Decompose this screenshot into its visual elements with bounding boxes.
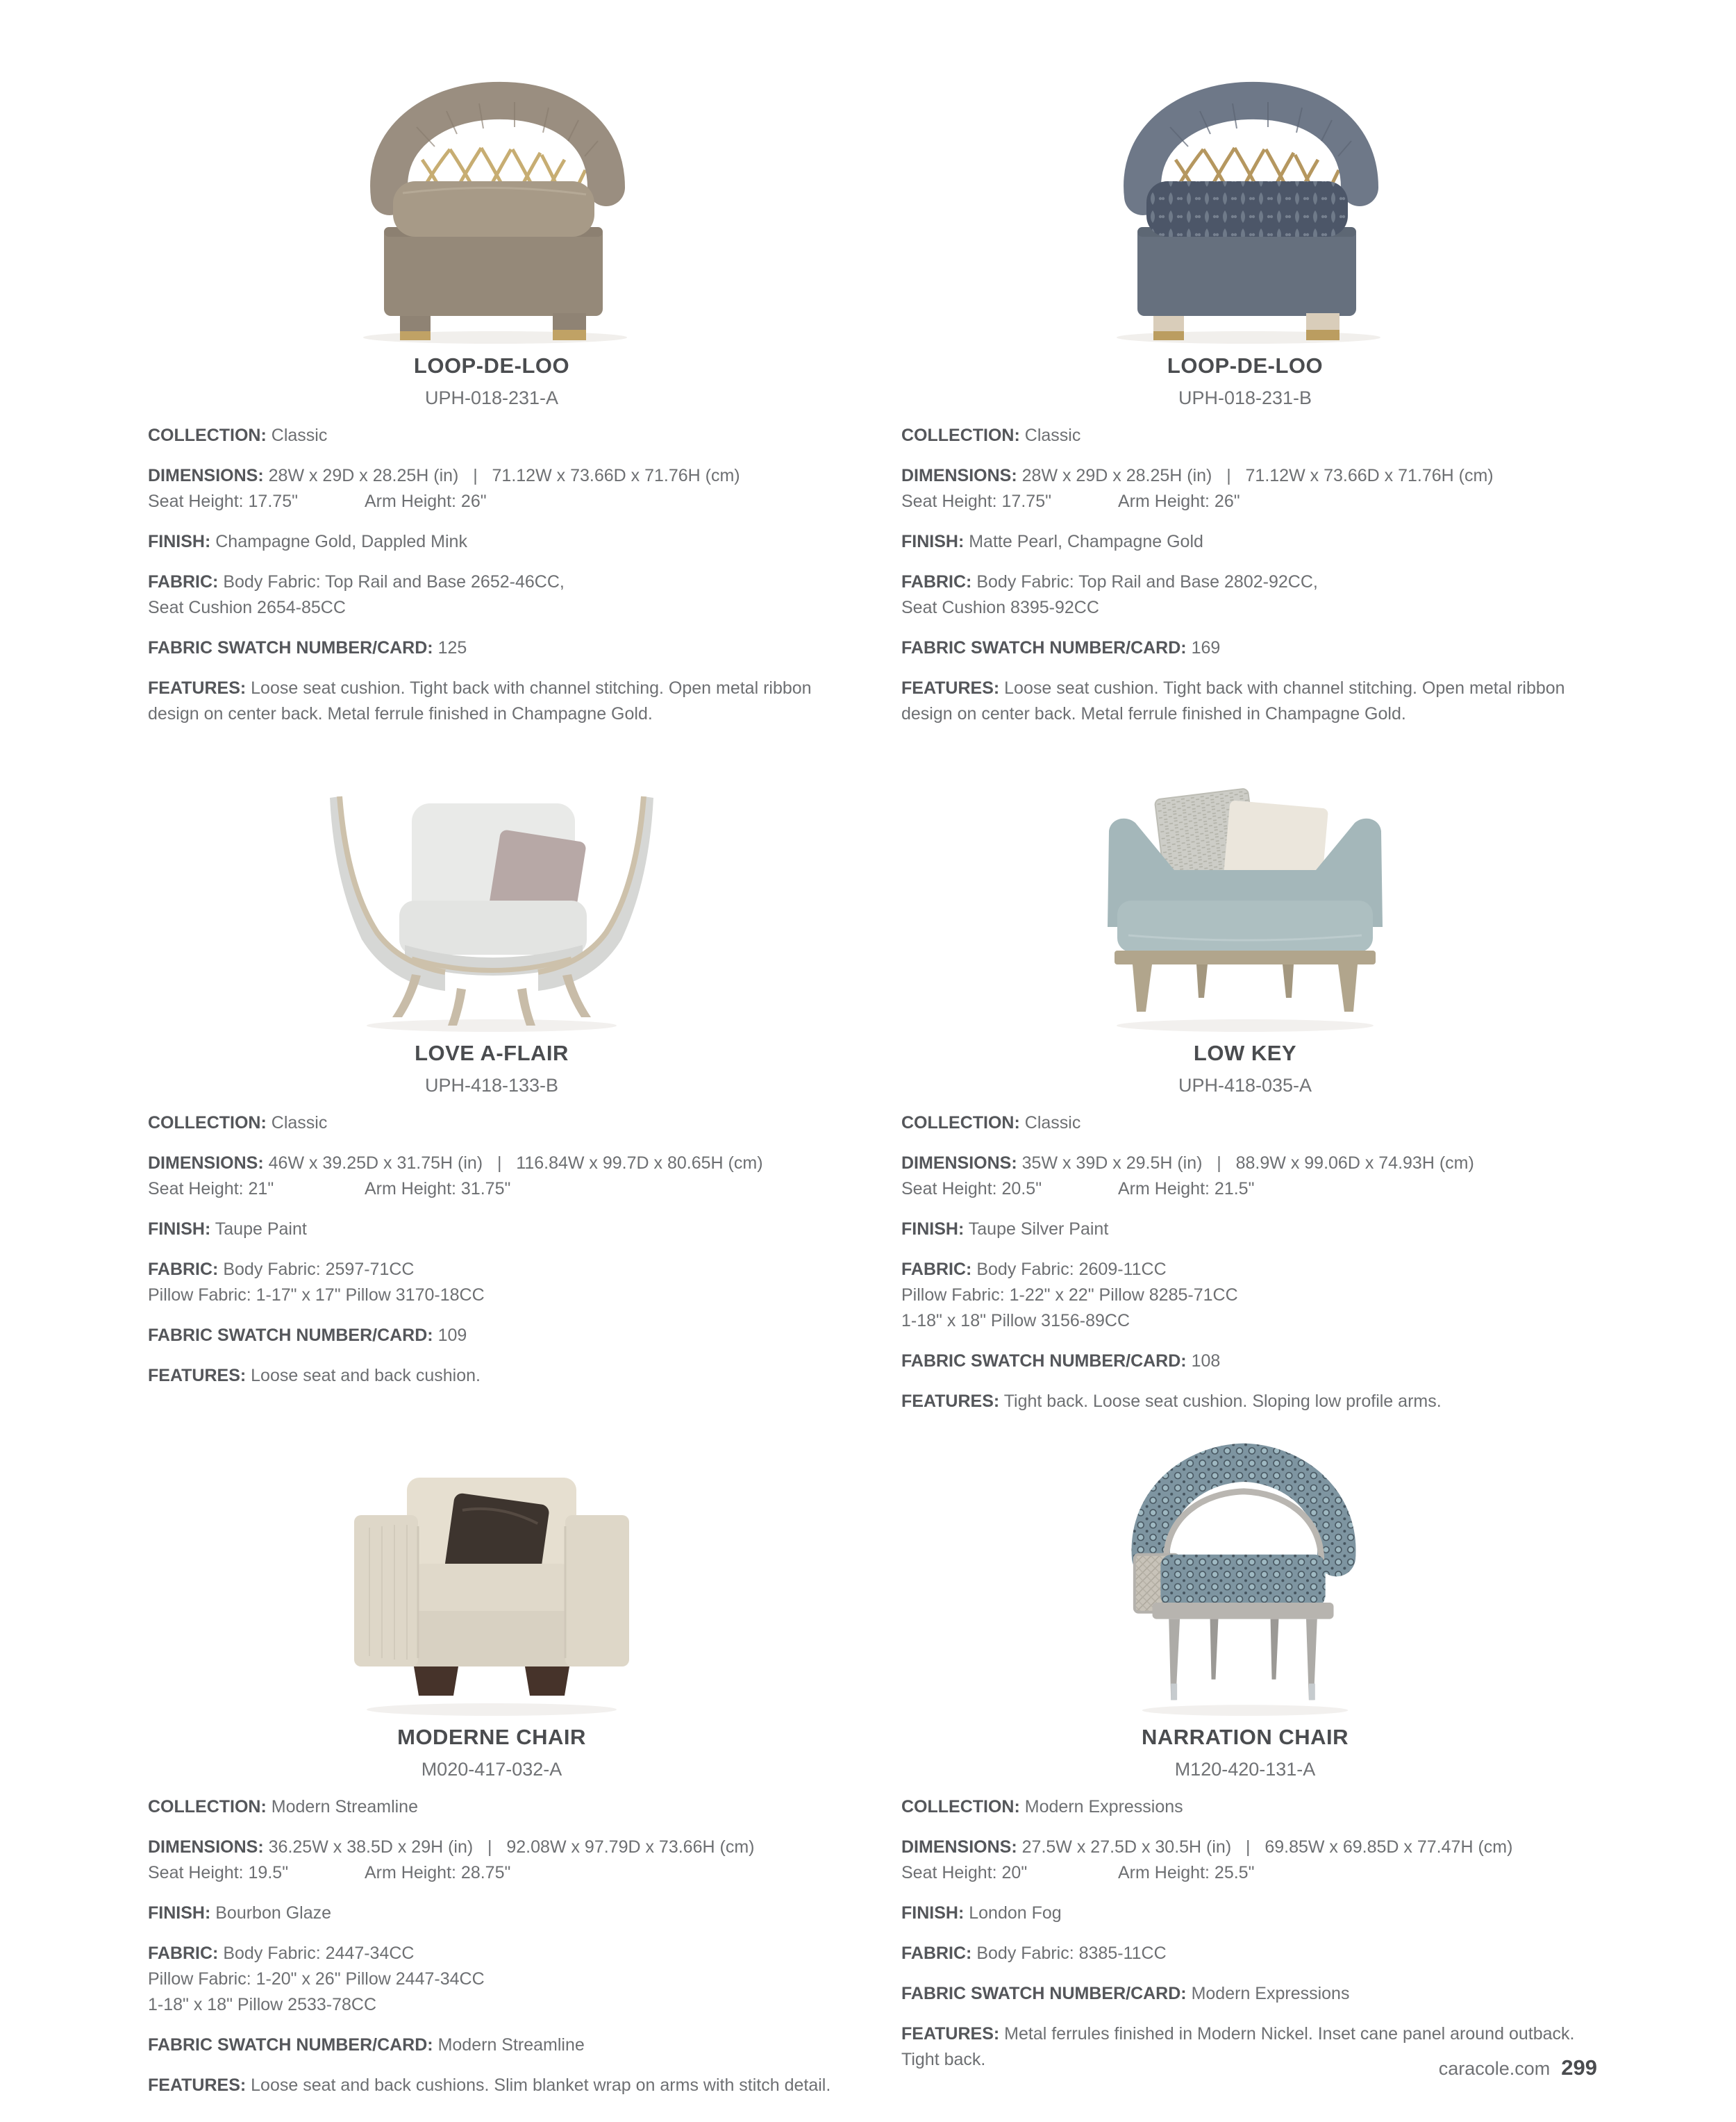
- spec-features: FEATURES: Metal ferrules finished in Modern Nickel. Inset cane panel around outback. Tight back.: [901, 2024, 1575, 2069]
- spec-collection: COLLECTION: Classic: [901, 1113, 1081, 1133]
- spec-finish: FINISH: Taupe Paint: [148, 1219, 307, 1239]
- spec-dimensions: DIMENSIONS: 46W x 39.25D x 31.75H (in) | 116.84W x 99.7D x 80.65H (cm): [148, 1153, 763, 1173]
- spec-collection: COLLECTION: Classic: [901, 426, 1081, 445]
- spec-features: FEATURES: Loose seat cushion. Tight back with channel stitching. Open metal ribbon design on center back. Metal ferrule finished in Champagne Gold.: [148, 678, 812, 724]
- product-card: [901, 38, 1589, 727]
- product-sku: UPH-418-035-A: [1178, 1075, 1312, 1096]
- product-photo: [148, 743, 835, 1035]
- spec-heights: Seat Height: 19.5" Arm Height: 28.75": [148, 1863, 511, 1882]
- product-sku: UPH-018-231-A: [424, 387, 559, 408]
- spec-features: FEATURES: Tight back. Loose seat cushion. Sloping low profile arms.: [901, 1392, 1442, 1411]
- product-title: LOOP-DE-LOO: [1167, 353, 1324, 378]
- product-specs: [148, 423, 835, 727]
- spec-swatch: FABRIC SWATCH NUMBER/CARD: 125: [148, 638, 467, 658]
- spec-features: FEATURES: Loose seat and back cushions. Slim blanket wrap on arms with stitch detail.: [148, 2075, 831, 2095]
- spec-collection: COLLECTION: Modern Streamline: [148, 1797, 418, 1816]
- spec-fabric-line: Pillow Fabric: 1-20" x 26" Pillow 2447-34CC: [148, 1969, 485, 1989]
- spec-collection: COLLECTION: Classic: [148, 1113, 328, 1133]
- moderne-chair-illustration: [318, 1437, 665, 1719]
- slate-barrel-chair-illustration: [1071, 45, 1419, 347]
- product-specs: [148, 1794, 835, 2098]
- spec-dimensions: DIMENSIONS: 35W x 39D x 29.5H (in) | 88.9W x 99.06D x 74.93H (cm): [901, 1153, 1474, 1173]
- spec-heights: Seat Height: 20" Arm Height: 25.5": [901, 1863, 1255, 1882]
- product-card: [901, 1420, 1589, 2073]
- spec-heights: Seat Height: 21" Arm Height: 31.75": [148, 1179, 511, 1198]
- spec-dimensions: DIMENSIONS: 28W x 29D x 28.25H (in) | 71.12W x 73.66D x 71.76H (cm): [901, 466, 1494, 485]
- taupe-barrel-chair-illustration: [318, 45, 665, 347]
- low-key-chair-illustration: [1065, 753, 1426, 1035]
- product-specs: [901, 1110, 1589, 1414]
- spec-fabric-line: 1-18" x 18" Pillow 3156-89CC: [901, 1311, 1130, 1330]
- spec-fabric: FABRIC: Body Fabric: 2597-71CC: [148, 1260, 415, 1279]
- page-number: 299: [1561, 2055, 1597, 2080]
- product-title: LOVE A-FLAIR: [415, 1041, 569, 1065]
- spec-heights: Seat Height: 17.75" Arm Height: 26": [901, 492, 1240, 511]
- product-card: [148, 38, 835, 727]
- website-url: caracole.com: [1438, 2058, 1551, 2079]
- spec-fabric: FABRIC: Body Fabric: Top Rail and Base 2802-92CC,: [901, 572, 1318, 592]
- product-specs: [148, 1110, 835, 1389]
- spec-fabric-line: 1-18" x 18" Pillow 2533-78CC: [148, 1995, 377, 2014]
- spec-finish: FINISH: Bourbon Glaze: [148, 1903, 332, 1923]
- spec-dimensions: DIMENSIONS: 28W x 29D x 28.25H (in) | 71.12W x 73.66D x 71.76H (cm): [148, 466, 740, 485]
- spec-fabric: FABRIC: Body Fabric: 8385-11CC: [901, 1944, 1167, 1963]
- product-specs: [901, 1794, 1589, 2073]
- spec-fabric-line: Pillow Fabric: 1-22" x 22" Pillow 8285-71CC: [901, 1285, 1238, 1305]
- spec-swatch: FABRIC SWATCH NUMBER/CARD: Modern Expressions: [901, 1984, 1350, 2003]
- spec-dimensions: DIMENSIONS: 27.5W x 27.5D x 30.5H (in) | 69.85W x 69.85D x 77.47H (cm): [901, 1837, 1513, 1857]
- product-sku: M020-417-032-A: [421, 1759, 562, 1780]
- spec-fabric-line: Pillow Fabric: 1-17" x 17" Pillow 3170-18CC: [148, 1285, 485, 1305]
- spec-collection: COLLECTION: Classic: [148, 426, 328, 445]
- product-card: [901, 743, 1589, 1414]
- product-card: [148, 743, 835, 1389]
- spec-finish: FINISH: London Fog: [901, 1903, 1062, 1923]
- product-sku: UPH-018-231-B: [1178, 387, 1312, 408]
- spec-features: FEATURES: Loose seat cushion. Tight back with channel stitching. Open metal ribbon design on center back. Metal ferrule finished in Champagne Gold.: [901, 678, 1565, 724]
- product-sku: M120-420-131-A: [1174, 1759, 1316, 1780]
- spec-dimensions: DIMENSIONS: 36.25W x 38.5D x 29H (in) | 92.08W x 97.79D x 73.66H (cm): [148, 1837, 755, 1857]
- spec-finish: FINISH: Champagne Gold, Dappled Mink: [148, 532, 467, 551]
- product-photo: [901, 1420, 1589, 1719]
- spec-collection: COLLECTION: Modern Expressions: [901, 1797, 1183, 1816]
- page-footer: [1439, 2054, 1597, 2086]
- narration-chair-illustration: [1097, 1420, 1393, 1719]
- product-photo: [901, 38, 1589, 347]
- spec-finish: FINISH: Taupe Silver Paint: [901, 1219, 1109, 1239]
- spec-swatch: FABRIC SWATCH NUMBER/CARD: 169: [901, 638, 1221, 658]
- spec-fabric: FABRIC: Body Fabric: 2447-34CC: [148, 1944, 415, 1963]
- spec-heights: Seat Height: 20.5" Arm Height: 21.5": [901, 1179, 1255, 1198]
- product-title: NARRATION CHAIR: [1142, 1725, 1349, 1749]
- spec-swatch: FABRIC SWATCH NUMBER/CARD: 108: [901, 1351, 1221, 1371]
- spec-fabric-line: Seat Cushion 2654-85CC: [148, 598, 346, 617]
- product-specs: [901, 423, 1589, 727]
- spec-fabric: FABRIC: Body Fabric: Top Rail and Base 2652-46CC,: [148, 572, 565, 592]
- tulip-chair-illustration: [308, 767, 676, 1035]
- spec-swatch: FABRIC SWATCH NUMBER/CARD: Modern Streamline: [148, 2035, 585, 2055]
- product-sku: UPH-418-133-B: [424, 1075, 559, 1096]
- spec-finish: FINISH: Matte Pearl, Champagne Gold: [901, 532, 1203, 551]
- product-card: [148, 1420, 835, 2098]
- product-title: LOW KEY: [1193, 1041, 1297, 1065]
- product-title: LOOP-DE-LOO: [413, 353, 570, 378]
- product-photo: [901, 743, 1589, 1035]
- spec-heights: Seat Height: 17.75" Arm Height: 26": [148, 492, 487, 511]
- product-photo: [148, 38, 835, 347]
- spec-features: FEATURES: Loose seat and back cushion.: [148, 1366, 481, 1385]
- product-photo: [148, 1420, 835, 1719]
- spec-swatch: FABRIC SWATCH NUMBER/CARD: 109: [148, 1326, 467, 1345]
- product-title: MODERNE CHAIR: [397, 1725, 586, 1749]
- spec-fabric-line: Seat Cushion 8395-92CC: [901, 598, 1099, 617]
- spec-fabric: FABRIC: Body Fabric: 2609-11CC: [901, 1260, 1167, 1279]
